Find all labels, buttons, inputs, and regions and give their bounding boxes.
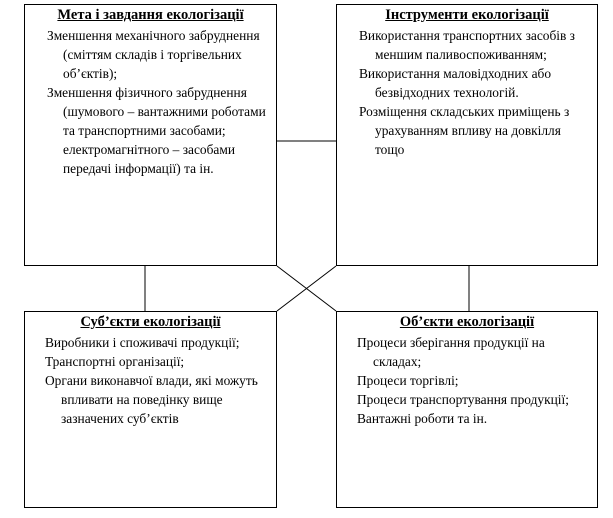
subjects-item: Транспортні організації; (45, 354, 185, 369)
goals-title: Мета і завдання екологізації (57, 7, 244, 23)
goals-box (24, 4, 277, 266)
tools-box (336, 4, 598, 266)
objects-item: Процеси зберігання продукції на складах; (357, 335, 545, 369)
objects-box (336, 311, 598, 508)
tools-item: Використання транспортних засобів з меншим паливоспоживанням; (359, 28, 575, 62)
objects-item: Процеси транспортування продукції; (357, 392, 569, 407)
objects-item: Процеси торгівлі; (357, 373, 459, 388)
goals-item: Зменшення механічного забруднення (сміттям складів і торгівельних об’єктів); (47, 28, 260, 81)
goals-item: Зменшення фізичного забруднення (шумового – вантажними роботами та транспортними засобами; електромагнітного – засобами передачі інформації) та ін. (47, 85, 266, 176)
tools-item: Розміщення складських приміщень з урахуванням впливу на довкілля тощо (359, 104, 570, 157)
subjects-item: Органи виконавчої влади, які можуть впливати на поведінку вище зазначених суб’єктів (45, 373, 258, 426)
subjects-box (24, 311, 277, 508)
subjects-item: Виробники і споживачі продукції; (45, 335, 240, 350)
objects-title: Об’єкти екологізації (399, 314, 535, 330)
objects-item: Вантажні роботи та ін. (357, 411, 488, 426)
tools-title: Інструменти екологізації (385, 7, 549, 23)
tools-item: Використання маловідходних або безвідходних технологій. (359, 66, 552, 100)
subjects-title: Суб’єкти екологізації (80, 314, 221, 330)
